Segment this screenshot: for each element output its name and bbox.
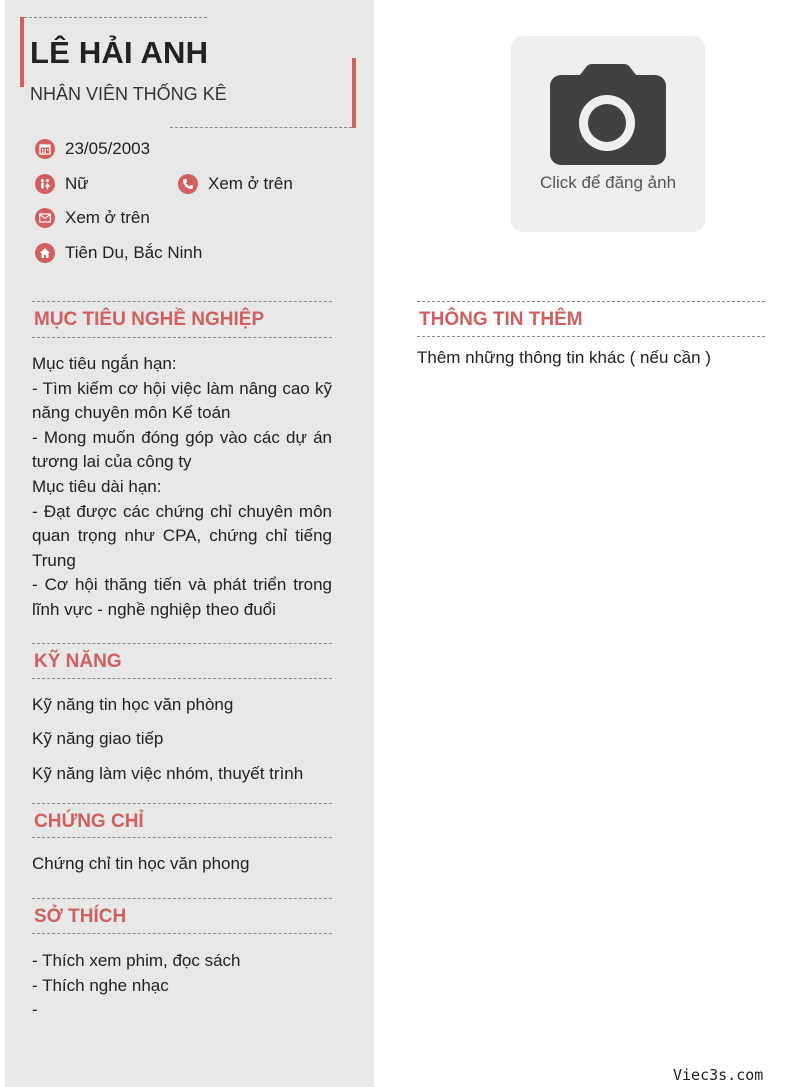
text-line: - Cơ hội thăng tiến và phát triển trong lĩnh vực - nghề nghiệp theo đuổi — [32, 575, 332, 619]
career-goal-heading[interactable] — [32, 301, 332, 338]
name-block — [20, 17, 356, 129]
job-position[interactable]: NHÂN VIÊN THỐNG KÊ — [30, 84, 227, 104]
hobbies-heading[interactable] — [32, 898, 332, 934]
skill-item[interactable]: Kỹ năng tin học văn phòng — [32, 695, 234, 714]
certificate-item[interactable]: Chứng chỉ tin học văn phong — [32, 854, 250, 873]
text-line: - Đạt được các chứng chỉ chuyên môn quan trọng như CPA, chứng chỉ tiếng Trung — [32, 501, 332, 570]
home-icon — [35, 243, 55, 263]
watermark: Viec3s.com — [673, 1066, 764, 1084]
accent-bar — [352, 58, 356, 128]
section-title: SỞ THÍCH — [34, 906, 127, 927]
hobbies-text[interactable] — [32, 949, 332, 1023]
gender-value: Nữ — [65, 174, 89, 193]
accent-bar — [20, 17, 24, 87]
career-goal-text[interactable] — [32, 352, 332, 623]
text-line: - — [32, 1000, 38, 1020]
section-title: THÔNG TIN THÊM — [419, 309, 583, 330]
photo-upload-label: Click để đăng ảnh — [539, 173, 677, 192]
divider — [24, 17, 207, 18]
email-row[interactable] — [35, 208, 150, 228]
gender-icon — [35, 174, 55, 194]
camera-icon — [549, 64, 667, 166]
extra-info-text[interactable]: Thêm những thông tin khác ( nếu cần ) — [417, 348, 711, 367]
text-line: - Thích xem phim, đọc sách — [32, 951, 241, 970]
text-line: - Tìm kiếm cơ hội việc làm nâng cao kỹ năng chuyên môn Kế toán — [32, 378, 332, 423]
divider — [170, 127, 352, 128]
gender-row[interactable] — [35, 174, 89, 194]
phone-value: Xem ở trên — [208, 174, 293, 193]
text-line: Mục tiêu ngắn hạn: — [32, 354, 177, 373]
phone-row[interactable] — [178, 174, 293, 194]
section-title: CHỨNG CHỈ — [34, 811, 144, 832]
address-value: Tiên Du, Bắc Ninh — [65, 243, 203, 262]
email-value: Xem ở trên — [65, 208, 150, 227]
skills-heading[interactable] — [32, 643, 332, 679]
phone-icon — [178, 174, 198, 194]
envelope-icon — [35, 208, 55, 228]
certificates-heading[interactable] — [32, 803, 332, 838]
section-title: MỤC TIÊU NGHỀ NGHIỆP — [34, 309, 265, 330]
section-title: KỸ NĂNG — [34, 651, 122, 672]
extra-info-heading[interactable] — [417, 301, 765, 337]
birthday-row[interactable] — [35, 139, 150, 159]
skill-item[interactable]: Kỹ năng làm việc nhóm, thuyết trình — [32, 764, 304, 783]
photo-upload[interactable] — [511, 36, 705, 232]
full-name[interactable]: LÊ HẢI ANH — [30, 35, 209, 70]
calendar-icon — [35, 139, 55, 159]
birthday-value: 23/05/2003 — [65, 139, 151, 158]
skill-item[interactable]: Kỹ năng giao tiếp — [32, 729, 164, 748]
address-row[interactable] — [35, 243, 202, 263]
text-line: - Thích nghe nhạc — [32, 975, 169, 995]
text-line: - Mong muốn đóng góp vào các dự án tương lai của công ty — [32, 427, 332, 472]
text-line: Mục tiêu dài hạn: — [32, 476, 162, 496]
